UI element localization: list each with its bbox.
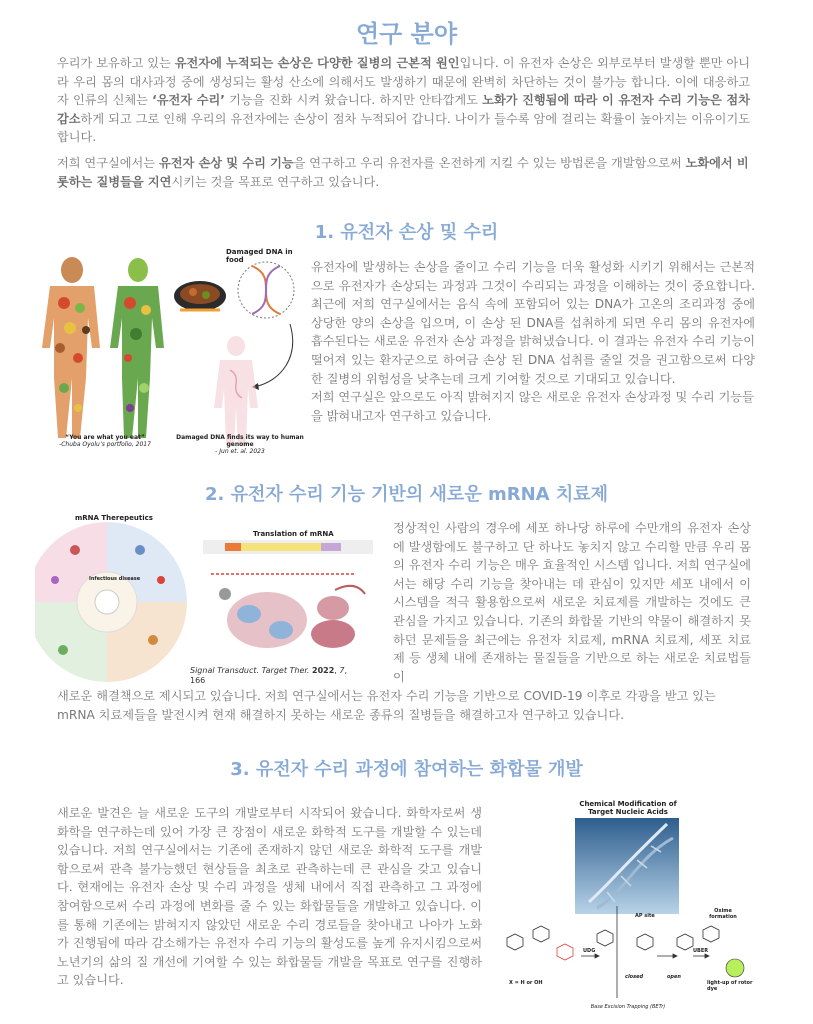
section-3-figure: [497, 798, 759, 1018]
udg-label: UDG: [583, 948, 596, 954]
emphasis-text: 유전자 손상 및 수리 기능: [158, 156, 294, 170]
body-food-illustration: [30, 248, 308, 458]
emphasis-text: 유전자에 누적되는 손상은 다양한 질병의 근본적 원인: [174, 56, 460, 70]
damaged-dna-food-label: Damaged DNA in food: [226, 248, 293, 264]
section-3-heading: 3. 유전자 수리 과정에 참여하는 화합물 개발: [230, 759, 583, 780]
chem-title-1: Chemical Modification of: [579, 800, 677, 808]
page-title: 연구 분야: [355, 20, 458, 48]
section-2-figure: [35, 510, 380, 685]
human-silhouette: [214, 336, 258, 446]
caption-sep-1: ,: [334, 666, 340, 675]
translation-title: Translation of mRNA: [253, 530, 334, 538]
body-text: 기능을 진화 시켜 왔습니다. 하지만 안타깝게도: [224, 93, 483, 108]
mrna-therapeutics-title: mRNA Therepeutics: [75, 514, 153, 522]
caption-left-title: “You are what you eat”: [65, 434, 145, 441]
section-2-paragraph-wrap: 정상적인 사람의 경우에 세포 하나당 하루에 수만개의 유전자 손상에 발생함에도 불구하고 단 하나도 놓치지 않고 수리할 만큼 우리 몸의 유전자 수리 기능은 매우 효율적인 시스템 입니다. 저희 연구실에서는 해당 수리 기능을 찾아내는 데 관심이 있지만 세포 내에서 이 시스템을 적극 활용함으로써 새로운 치료제를 개발하는 것에도 큰 관심을 가지고 있습니다. 기존의 화합물 기반의 약물이 해결하지 못하던 문제들을 최근에는 유전자 치료제, mRNA 치료제, 세포 치료제 등 생체 내에 존재하는 물질들을 기반으로 하는 새로운 치료법들이: [393, 521, 751, 684]
caption-right-title: Damaged DNA finds its way to human genome: [176, 434, 304, 448]
caption-sep-2: ,: [344, 666, 348, 675]
food-body-silhouette-2: [110, 258, 164, 438]
journal-name: Signal Transduct. Target Ther.: [190, 666, 310, 675]
closed-label: closed: [625, 974, 644, 980]
section-1-paragraph-2: 저희 연구실은 앞으로도 아직 밝혀지지 않은 새로운 유전자 손상과정 및 수리 기능들을 밝혀내고자 연구하고 있습니다.: [311, 390, 754, 423]
section-1-figure: [30, 248, 308, 458]
body-text: 하게 되고 그로 인해 우리의 유전자에는 손상이 점차 누적되어 갑니다. 나이가 들수록 암에 걸리는 확률이 높아지는 이유이기도 합니다.: [57, 111, 750, 145]
light-up-label: light-up of rotor dye: [707, 980, 753, 992]
chem-title-2: Target Nucleic Acids: [588, 808, 668, 816]
mrna-wheel-diagram: [35, 522, 187, 682]
section-1-text: [311, 258, 755, 425]
emphasis-text: 노화에서 비롯하는 질병들을 지연: [57, 156, 749, 189]
translation-panel: [203, 540, 373, 648]
oxime-label: Oxime formation: [709, 908, 737, 920]
caption-left-source: -Chuba Oyolu’s portfolio, 2017: [59, 441, 151, 448]
caption-left: [30, 434, 180, 448]
wheel-center-label: Infectious disease: [89, 576, 141, 582]
section-2-paragraph-full: 새로운 해결책으로 제시되고 있습니다. 저희 연구실에서는 유전자 수리 기능을 기반으로 COVID-19 이후로 각광을 받고 있는 mRNA 치료제들을 발전시켜 현재 해결하지 못하는 새로운 종류의 질병들을 해결하고자 연구하고 있습니다.: [57, 689, 716, 722]
journal-page: 166: [190, 676, 206, 685]
betr-caption: Base Excision Trapping (BETr): [590, 1004, 666, 1010]
frying-pan-icon: [174, 281, 226, 311]
body-text: 저희 연구실에서는: [57, 156, 159, 170]
emphasis-text: ‘유전자 수리’: [152, 93, 225, 108]
open-label: open: [667, 974, 681, 980]
body-text: 입니다. 이 유전자 손상은 외부로부터 발생할 뿐만 아니라 우리 몸의 대사과정 중에 생성되는 활성 산소에 의해서도 발생하기 때문에 완벽히 차단하는 것이 불가능 합니다. 이에 대응하고자 인류의 신체는: [57, 56, 750, 108]
section-2-caption: [190, 666, 350, 686]
body-text: 을 연구하고 우리 유전자를 온전하게 지킬 수 있는 방법론을 개발함으로써: [293, 156, 686, 170]
caption-right-source: - Jun et. al. 2023: [215, 448, 265, 455]
food-body-silhouette-1: [42, 257, 100, 438]
emphasis-text: 노화가 진행됨에 따라 이 유전자 수리 기능은 점차 감소: [57, 93, 750, 126]
section-3-paragraph: 새로운 발견은 늘 새로운 도구의 개발로부터 시작되어 왔습니다. 화학자로써 생화학을 연구하는데 있어 가장 큰 장점이 새로운 화학적 도구를 개발할 수 있는데 있습니다. 저희 연구실에서는 기존에 존재하지 않던 새로운 화학적 도구를 개발함으로써 관측 불가능했던 현상들을 최초로 관측하는데 큰 관심을 갖고 있습니다. 현재에는 유전자 손상 및 수리 과정을 생체 내에서 직접 관측하고 그 과정에 참여함으로써 수리 과정에 변화를 줄 수 있는 화합물들을 개발하고 있습니다. 이를 통해 기존에는 밝혀지지 않았던 새로운 수리 경로들을 찾아내고 나아가 노화가 진행됨에 따라 감소해가는 유전자 수리 기능의 활성도를 높게 유지시킴으로써 노년기의 삶의 질 개선에 기여할 수 있는 화합물들 개발을 목표로 연구를 진행하고 있습니다.: [57, 806, 482, 988]
body-text: 우리가 보유하고 있는: [57, 56, 175, 70]
x-definition-label: X = H or OH: [509, 980, 543, 986]
uber-label: UBER: [693, 948, 709, 954]
section-1-paragraph-1: 유전자에 발생하는 손상을 줄이고 수리 기능을 더욱 활성화 시키기 위해서는 근본적으로 유전자가 손상되는 과정과 그것이 수리되는 과정을 이해하는 것이 중요합니다. 최근에 저희 연구실에서는 음식 속에 포함되어 있는 DNA가 고온의 조리과정 중에 상당한 양의 손상을 입으며, 이 손상 된 DNA를 섭취하게 되면 우리 몸의 유전자에 흡수된다는 새로운 유전자 손상 과정을 밝혀냈습니다. 이 결과는 유전자 수리 기능이 떨어져 있는 환자군으로 하여금 손상 된 DNA 섭취를 줄일 것을 권고함으로써 다양한 질병의 위험성을 낮추는데 크게 기여할 것으로 기대되고 있습니다.: [311, 260, 755, 386]
body-text: 시키는 것을 목표로 연구하고 있습니다.: [171, 174, 380, 189]
journal-year: 2022: [312, 666, 335, 675]
intro-paragraph-1: [57, 54, 750, 147]
arrow-icon: [258, 324, 293, 386]
section-2-heading: 2. 유전자 수리 기능 기반의 새로운 mRNA 치료제: [204, 484, 609, 505]
caption-right: [170, 434, 308, 455]
ap-site-label: AP site: [635, 913, 655, 919]
damaged-dna-icon: [238, 262, 294, 318]
section-1-heading: 1. 유전자 손상 및 수리: [314, 222, 499, 243]
intro-paragraph-2: [57, 154, 750, 191]
rotor-dye-icon: [726, 959, 744, 977]
journal-volume: 7: [339, 666, 345, 675]
